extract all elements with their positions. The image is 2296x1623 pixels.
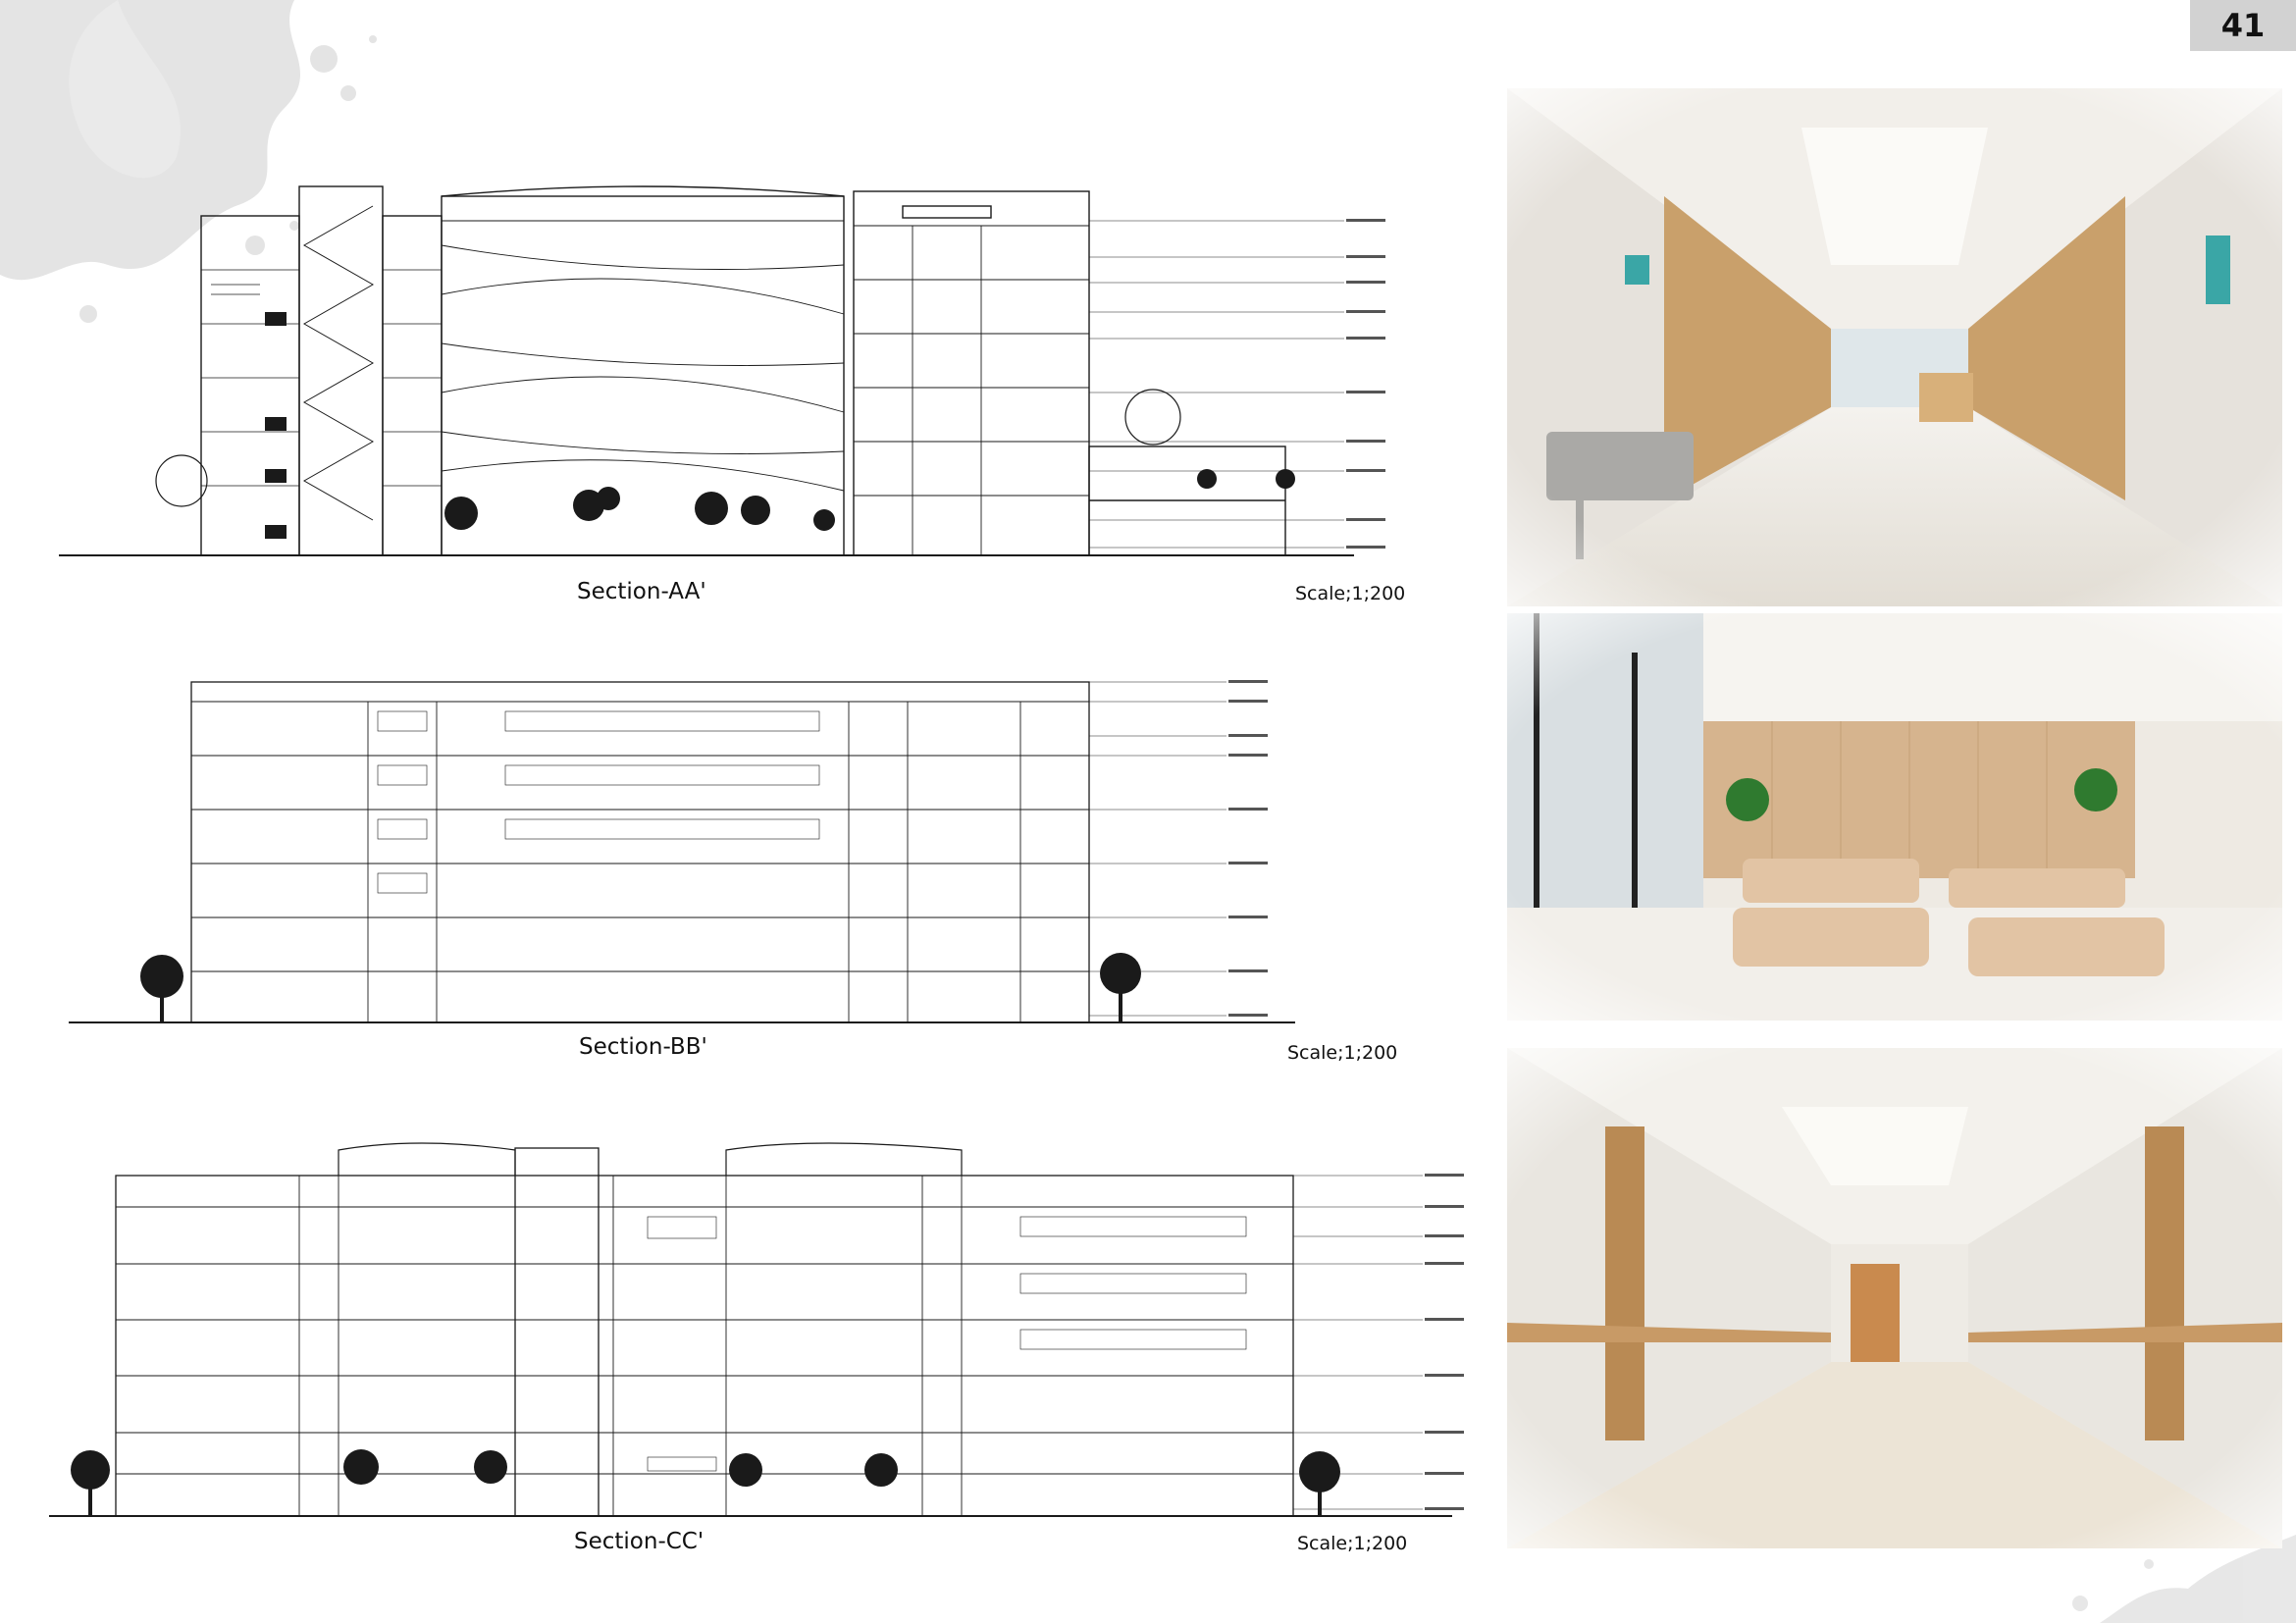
- section-bb-drawing: [0, 638, 1413, 1030]
- section-bb: [0, 638, 1433, 1079]
- section-aa-drawing: [0, 0, 1413, 579]
- section-cc: [0, 1119, 1433, 1570]
- waiting-area-render: [1507, 613, 2282, 1021]
- section-aa: [0, 0, 1433, 628]
- page-number: 41: [2190, 0, 2296, 51]
- section-scale: Scale;1;200: [1297, 1533, 1408, 1554]
- ward-corridor-render: [1507, 1048, 2282, 1548]
- section-scale: Scale;1;200: [1287, 1042, 1398, 1064]
- section-title: Section-AA': [577, 579, 706, 604]
- corridor-render: [1507, 88, 2282, 606]
- section-title: Section-BB': [579, 1034, 707, 1060]
- section-scale: Scale;1;200: [1295, 583, 1406, 604]
- section-cc-drawing: [0, 1119, 1491, 1531]
- section-title: Section-CC': [574, 1529, 704, 1554]
